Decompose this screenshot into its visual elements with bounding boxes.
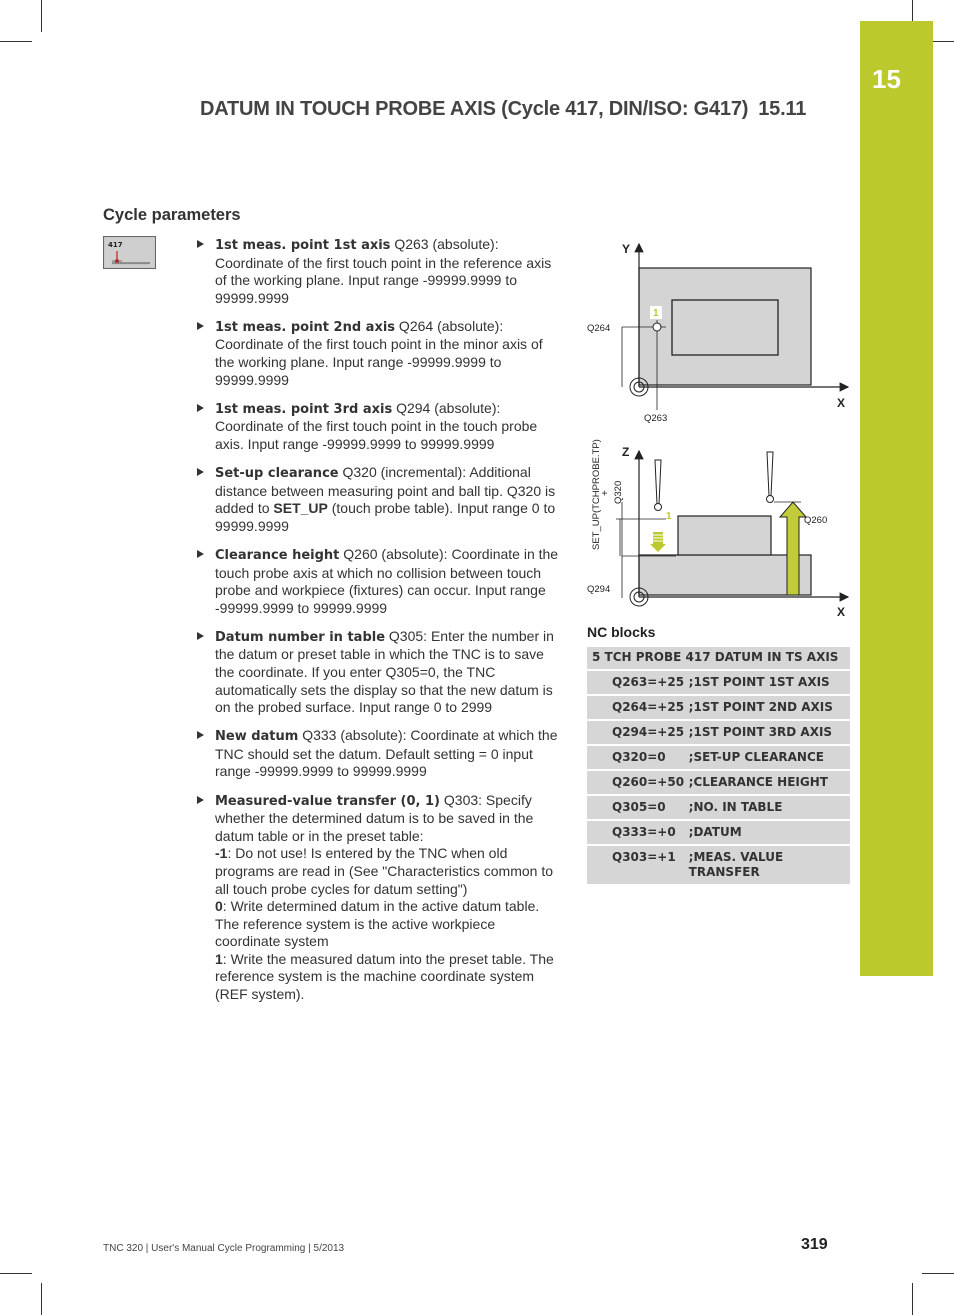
nc-blocks-table: [587, 647, 850, 886]
bullet-arrow-icon: [197, 468, 204, 476]
page-number: 319: [801, 1236, 828, 1253]
side-view: [587, 439, 848, 619]
bullet-arrow-icon: [197, 404, 204, 412]
bullet-arrow-icon: [197, 796, 204, 804]
table-row: Q320=0 ;SET-UP CLEARANCE: [587, 745, 850, 770]
svg-text:Q263: Q263: [644, 413, 668, 424]
bullet-arrow-icon: [197, 240, 204, 248]
nc-head-cell: 5 TCH PROBE 417 DATUM IN TS AXIS: [587, 647, 850, 670]
cycle-417-icon: [103, 236, 156, 269]
bullet-arrow-icon: [197, 322, 204, 330]
table-row: Q264=+25 ;1ST POINT 2ND AXIS: [587, 695, 850, 720]
svg-text:X: X: [837, 396, 846, 410]
svg-text:Q294: Q294: [587, 584, 611, 595]
crop-mark: [41, 1283, 42, 1315]
crop-mark: [0, 41, 32, 42]
param-item: Clearance height Q260 (absolute): Coordinate in the touch probe axis at which no collision between touch probe and workpiece (fixtures) can occur. Input range -99999.9999 to 99999.9999: [197, 546, 559, 617]
param-item: Measured-value transfer (0, 1) Q303: Specify whether the determined datum is to be saved in the datum table or in the preset table: -1: Do not use! Is entered by the TNC when old programs are read in (See "Characteristics common to all touch probe cycles for datum setting") 0: Write determined datum in the active datum table. The reference system is the active workpiece coordinate system 1: Write the measured datum into the preset table. The reference system is the machine coordinate system (REF system).: [197, 792, 559, 1004]
param-item: Datum number in table Q305: Enter the number in the datum or preset table in which the TNC is to save the coordinate. If you enter Q305=0, the TNC automatically sets the display so that the new datum is on the probed surface. Input range 0 to 2999: [197, 628, 559, 717]
bullet-arrow-icon: [197, 550, 204, 558]
icon-label: 417: [108, 241, 123, 249]
param-item: New datum Q333 (absolute): Coordinate at which the TNC should set the datum. Default setting = 0 input range -99999.9999 to 99999.9999: [197, 727, 559, 781]
param-item: 1st meas. point 1st axis Q263 (absolute): Coordinate of the first touch point in the reference axis of the working plane. Input range -99999.9999 to 99999.9999: [197, 236, 559, 307]
svg-text:1: 1: [666, 511, 672, 522]
nc-blocks-title: NC blocks: [587, 624, 656, 640]
bullet-arrow-icon: [197, 731, 204, 739]
crop-mark: [41, 0, 42, 32]
running-header: [200, 98, 806, 121]
footer-text: TNC 320 | User's Manual Cycle Programming | 5/2013: [103, 1243, 345, 1254]
parameter-list: [197, 236, 559, 1014]
header-section: 15.11: [758, 98, 807, 120]
svg-text:SET_UP(TCHPROBE.TP): SET_UP(TCHPROBE.TP): [591, 439, 602, 550]
table-row: Q303=+1 ;MEAS. VALUE TRANSFER: [587, 845, 850, 885]
chapter-tab: [860, 21, 933, 976]
svg-text:X: X: [837, 605, 846, 619]
table-row: Q260=+50 ;CLEARANCE HEIGHT: [587, 770, 850, 795]
table-row: [587, 647, 850, 670]
svg-text:Q260: Q260: [804, 515, 828, 526]
crop-mark: [922, 1273, 954, 1274]
svg-text:+: +: [600, 490, 611, 496]
table-row: Q333=+0 ;DATUM: [587, 820, 850, 845]
param-item: 1st meas. point 2nd axis Q264 (absolute): Coordinate of the first touch point in the minor axis of the working plane. Input range -99999.9999 to 99999.9999: [197, 318, 559, 389]
bullet-arrow-icon: [197, 632, 204, 640]
svg-text:Y: Y: [622, 242, 631, 256]
table-row: Q305=0 ;NO. IN TABLE: [587, 795, 850, 820]
crop-mark: [912, 0, 913, 22]
svg-text:1: 1: [653, 308, 659, 319]
section-title: Cycle parameters: [103, 206, 241, 224]
crop-mark: [0, 1273, 32, 1274]
svg-text:Q264: Q264: [587, 323, 611, 334]
header-title: DATUM IN TOUCH PROBE AXIS (Cycle 417, DIN/ISO: G417): [200, 98, 749, 120]
table-row: Q263=+25 ;1ST POINT 1ST AXIS: [587, 670, 850, 695]
table-row: Q294=+25 ;1ST POINT 3RD AXIS: [587, 720, 850, 745]
param-item: 1st meas. point 3rd axis Q294 (absolute): Coordinate of the first touch point in the touch probe axis. Input range -99999.9999 to 99999.9999: [197, 400, 559, 454]
svg-text:Q320: Q320: [613, 480, 624, 504]
cycle-diagram: [586, 236, 856, 621]
plan-view: [587, 242, 848, 424]
crop-mark: [912, 1283, 913, 1315]
param-item: Set-up clearance Q320 (incremental): Additional distance between measuring point and ball tip. Q320 is added to SET_UP (touch probe table). Input range 0 to 99999.9999: [197, 464, 559, 535]
svg-text:Z: Z: [622, 445, 630, 459]
chapter-number: 15: [872, 64, 901, 94]
